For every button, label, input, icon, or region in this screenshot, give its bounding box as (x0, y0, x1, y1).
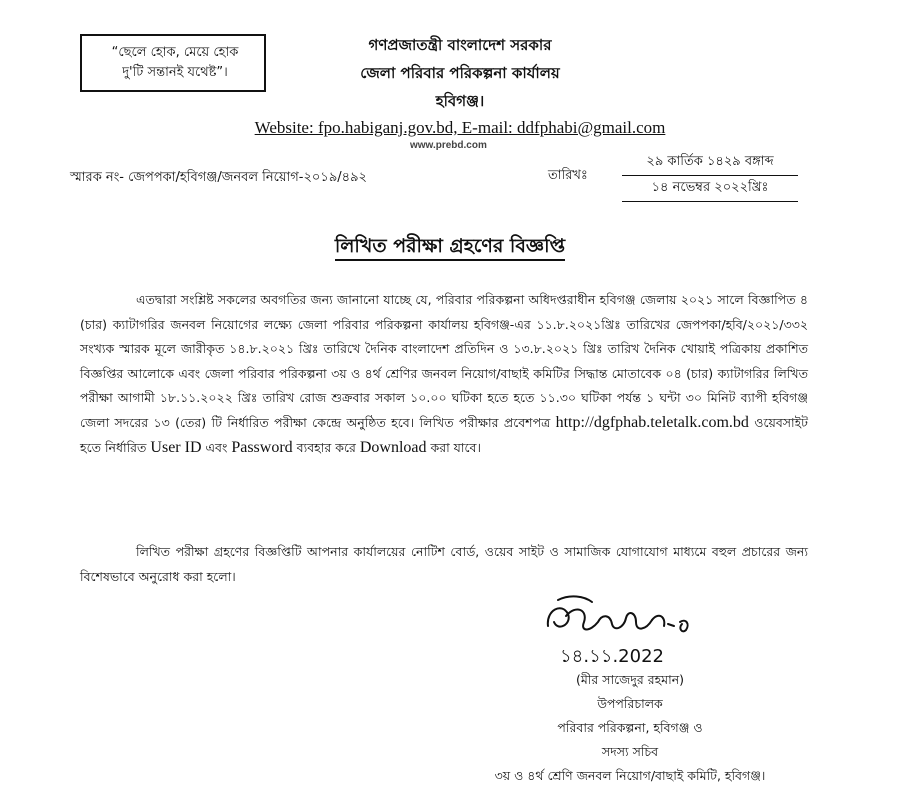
handwritten-signature (540, 592, 760, 670)
government-name: গণপ্রজাতন্ত্রী বাংলাদেশ সরকার (368, 36, 552, 54)
district-name: হবিগঞ্জ। (435, 92, 485, 110)
and-text: এবং (201, 439, 232, 455)
paragraph-1-website-text: ওয়েবসাইট হতে নির্ধারিত (80, 414, 808, 455)
download-text: Download (359, 438, 427, 456)
date-gregorian: ১৪ নভেম্বর ২০২২খ্রিঃ (622, 178, 798, 202)
slogan-box (80, 34, 266, 92)
slogan-line-2: দু'টি সন্তানই যথেষ্ট”। (122, 65, 228, 80)
memo-number: স্মারক নং- জেপপকা/হবিগঞ্জ/জনবল নিয়োগ-২০১৯/৪৯২ (70, 170, 367, 185)
user-id-text: User ID (150, 438, 202, 456)
date-bangla: ২৯ কার্তিক ১৪২৯ বঙ্গাব্দ (622, 152, 798, 176)
handwritten-date: ১৪.১১.2022 (560, 646, 664, 667)
signatory-name: (মীর সাজেদুর রহমান) (575, 672, 685, 687)
website-label[interactable]: Website: fpo.habiganj.gov.bd, E-mail: (254, 118, 518, 137)
admit-card-link[interactable]: http://dgfphab.teletalk.com.bd (555, 413, 749, 431)
signatory-office: পরিবার পরিকল্পনা, হবিগঞ্জ ও (557, 720, 703, 735)
notice-paragraph-2 (80, 540, 808, 589)
email-address[interactable]: ddfphabi@gmail.com (517, 118, 666, 137)
office-name: জেলা পরিবার পরিকল্পনা কার্যালয় (360, 64, 560, 82)
paragraph-2-text: লিখিত পরীক্ষা গ্রহণের বিজ্ঞপ্তিটি আপনার কার্যালয়ের নোটিশ বোর্ড, ওয়েব সাইট ও সামাজিক যোগাযোগ মাধ্যমে বহুল প্রচারের জন্য বিশেষভাবে অনুরোধ করা হলো। (80, 544, 808, 584)
password-text: Password (231, 438, 293, 456)
use-text: ব্যবহার করে (292, 439, 360, 455)
website-line (200, 118, 720, 138)
slogan-line-1: “ছেলে হোক, মেয়ে হোক (111, 45, 239, 60)
notice-title-text: লিখিত পরীক্ষা গ্রহণের বিজ্ঞপ্তি (335, 235, 565, 261)
watermark: www.prebd.com (410, 140, 487, 151)
signatory-role: সদস্য সচিব (601, 744, 659, 759)
paragraph-1-end: করা যাবে। (426, 439, 481, 455)
date-label: তারিখঃ (548, 168, 588, 183)
paragraph-1-text: এতদ্বারা সংশ্লিষ্ট সকলের অবগতির জন্য জানানো যাচ্ছে যে, পরিবার পরিকল্পনা অধিদপ্তরাধীন হবিগঞ্জ জেলায় ২০২১ সালে বিজ্ঞাপিত ৪ (চার) ক্যাটাগরির জনবল নিয়োগের লক্ষ্যে জেলা পরিবার পরিকল্পনা কার্যালয় হবিগঞ্জ-এর ১১.৮.২০২১খ্রিঃ তারিখের জেপপকা/হবি/২০২১/৩৩২ সংখ্যক স্মারক মূলে জারীকৃত ১৪.৮.২০২১ খ্রিঃ তারিখে দৈনিক বাংলাদেশ প্রতিদিন ও ১৩.৮.২০২১ খ্রিঃ তারিখ দৈনিক খোয়াই পত্রিকায় প্রকাশিত বিজ্ঞপ্তির আলোকে এবং জেলা পরিবার পরিকল্পনা ৩য় ও ৪র্থ শ্রেণির জনবল নিয়োগ/বাছাই কমিটির সিদ্ধান্ত মোতাবেক ০৪ (চার) ক্যাটাগরির লিখিত পরীক্ষা আগামী ১৮.১১.২০২২ খ্রিঃ তারিখ রোজ শুক্রবার সকাল ১০.০০ ঘটিকা হতে হতে ১১.৩০ ঘটিকা পর্যন্ত ১ ঘন্টা ৩০ মিনিট ব্যাপী হবিগঞ্জ জেলা সদরের ১৩ (তের) টি নির্ধারিত পরীক্ষা কেন্দ্রে অনুষ্ঠিত হবে। লিখিত পরীক্ষার প্রবেশপত্র (80, 292, 808, 430)
notice-paragraph-1 (80, 288, 808, 460)
signatory-designation: উপপরিচালক (597, 696, 663, 711)
notice-title (150, 232, 750, 264)
signatory-committee: ৩য় ও ৪র্থ শ্রেণি জনবল নিয়োগ/বাছাই কমিটি, হবিগঞ্জ। (494, 768, 766, 783)
